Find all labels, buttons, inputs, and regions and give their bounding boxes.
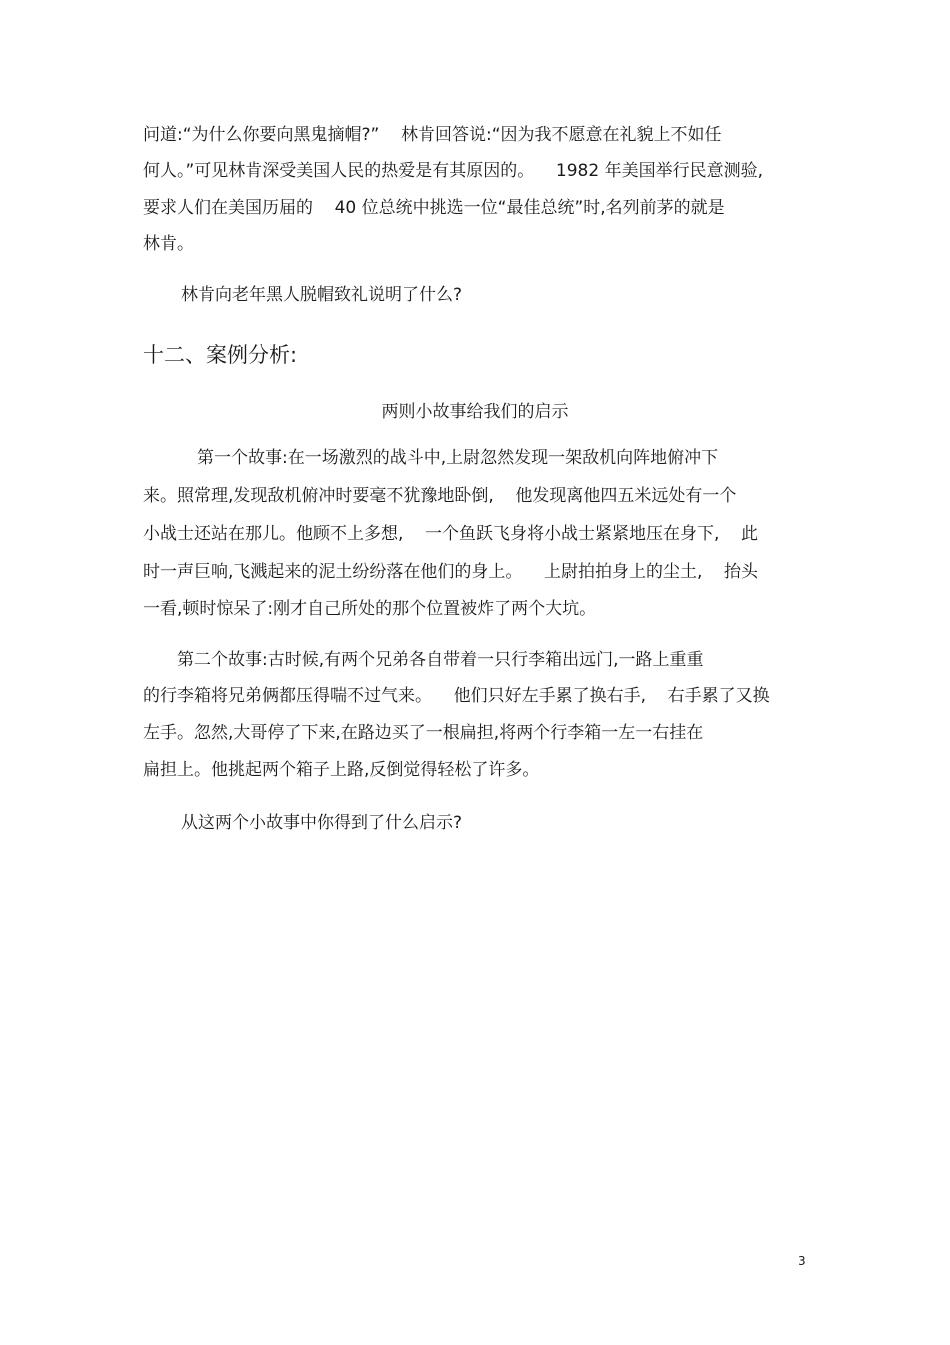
- section-heading: 十二、案例分析:: [143, 343, 298, 367]
- story-line: 来。照常理,发现敌机俯冲时要毫不犹豫地卧倒, 他发现离他四五米远处有一个: [143, 486, 737, 506]
- story-line: 一看,顿时惊呆了:刚才自己所处的那个位置被炸了两个大坑。: [143, 599, 597, 619]
- case-title: 两则小故事给我们的启示: [381, 402, 569, 422]
- question-stories: 从这两个小故事中你得到了什么启示?: [181, 813, 463, 833]
- story-line: 第二个故事:古时候,有两个兄弟各自带着一只行李箱出远门,一路上重重: [177, 650, 704, 670]
- paragraph-line: 要求人们在美国历届的 40 位总统中挑选一位“最佳总统”时,名列前茅的就是: [143, 198, 725, 218]
- story-line: 小战士还站在那儿。他顾不上多想, 一个鱼跃飞身将小战士紧紧地压在身下, 此: [143, 524, 759, 544]
- story-line: 左手。忽然,大哥停了下来,在路边买了一根扁担,将两个行李箱一左一右挂在: [143, 723, 704, 743]
- story-line: 扁担上。他挑起两个箱子上路,反倒觉得轻松了许多。: [143, 760, 540, 780]
- question-lincoln: 林肯向老年黑人脱帽致礼说明了什么?: [181, 285, 463, 305]
- paragraph-line: 问道:“为什么你要向黑鬼摘帽?” 林肯回答说:“因为我不愿意在礼貌上不如任: [143, 125, 722, 145]
- paragraph-line: 林肯。: [143, 234, 194, 254]
- paragraph-line: 何人。”可见林肯深受美国人民的热爱是有其原因的。 1982 年美国举行民意测验,: [143, 161, 763, 181]
- story-line: 第一个故事:在一场激烈的战斗中,上尉忽然发现一架敌机向阵地俯冲下: [197, 448, 719, 468]
- story-line: 的行李箱将兄弟俩都压得喘不过气来。 他们只好左手累了换右手, 右手累了又换: [143, 686, 770, 706]
- story-line: 时一声巨响,飞溅起来的泥土纷纷落在他们的身上。 上尉拍拍身上的尘土, 抬头: [143, 562, 759, 582]
- page-number: 3: [798, 1254, 806, 1268]
